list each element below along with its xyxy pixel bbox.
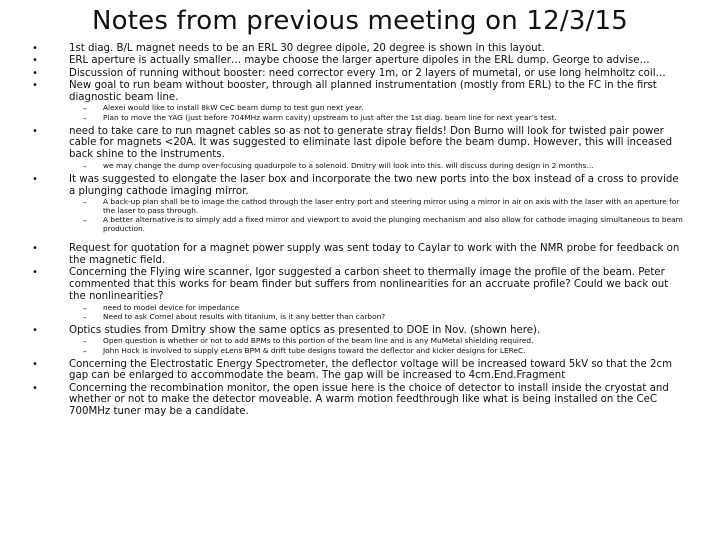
sub-note-text: need to model device for impedance bbox=[103, 302, 240, 312]
sub-list-item bbox=[0, 198, 720, 216]
dash-icon: – bbox=[83, 303, 87, 313]
dash-icon: – bbox=[83, 198, 87, 208]
note-text: Concerning the Flying wire scanner, Igor suggested a carbon sheet to thermally image the profile of the beam. Peter commented that this works for beam finder but suffers from nonlinearities for an accruate profile? Could we back out the nonlinearities? bbox=[69, 267, 669, 302]
dash-icon: – bbox=[83, 161, 87, 171]
dash-icon: – bbox=[83, 337, 87, 347]
bullet-icon: • bbox=[32, 324, 38, 336]
bullet-icon: • bbox=[32, 243, 38, 255]
note-text: Concerning the recombination monitor, the open issue here is the choice of detector to install inside the cryostat and whether or not to make the detector moveable. A warm motion feedthrough like what is being installed on the CeC 700MHz tuner may be a candidate. bbox=[69, 382, 669, 418]
sub-note-text: Plan to move the YAG (just before 704MHz warm cavity) upstream to just after the 1st diag. beam line for next year’s test. bbox=[103, 112, 557, 122]
sub-note-text: Need to ask Cornel about results with titanium, is it any better than carbon? bbox=[103, 311, 386, 321]
sub-list bbox=[0, 104, 720, 122]
list-item bbox=[0, 325, 720, 337]
dash-icon: – bbox=[83, 312, 87, 322]
dash-icon: – bbox=[83, 346, 87, 356]
dash-icon: – bbox=[83, 113, 87, 123]
bullet-icon: • bbox=[32, 173, 38, 185]
note-text: ERL aperture is actually smaller… maybe choose the larger aperture dipoles in the ERL dump. George to advise… bbox=[69, 55, 650, 67]
list-item bbox=[0, 80, 720, 104]
bullet-icon: • bbox=[32, 267, 38, 279]
sub-list bbox=[0, 162, 720, 171]
note-text: Discussion of running without booster: need corrector every 1m, or 2 layers of mumetal, or use long helmholtz coil… bbox=[69, 67, 666, 79]
note-text: Concerning the Electrostatic Energy Spectrometer, the deflector voltage will be increased toward 5kV so that the 2cm gap can be enlarged to accommodate the beam. The gap will be increased to 4cm.End.Fragment bbox=[69, 358, 673, 382]
sub-note-text: A back-up plan shall be to image the cathod through the laser entry port and steering mirror using a mirror in air on axis with the laser with an aperture for the laser to pass through. bbox=[103, 197, 680, 216]
sub-note-text: we may change the dump over-focusing quadurpole to a solenoid. Dmitry will look into this. will discuss during design in 2 months… bbox=[103, 160, 594, 170]
sub-list-item bbox=[0, 114, 720, 123]
list-item bbox=[0, 359, 720, 383]
bullet-icon: • bbox=[32, 358, 38, 370]
sub-list-item bbox=[0, 313, 720, 322]
sub-list bbox=[0, 198, 720, 234]
sub-note-text: A better alternative is to simply add a fixed mirror and viewport to avoid the plunging mechanism and also allow for cathode imaging simultaneous to beam production. bbox=[103, 215, 683, 234]
sub-note-text: Alexei would like to install 8kW CeC beam dump to test gun next year. bbox=[103, 103, 364, 113]
note-text: It was suggested to elongate the laser box and incorporate the two new ports into the box instead of a cross to provide a plunging cathode imaging mirror. bbox=[69, 173, 679, 197]
list-item bbox=[0, 267, 720, 302]
note-text: need to take care to run magnet cables so as not to generate stray fields! Don Burno will look for twisted pair power cable for magnets <20A. It was suggested to eliminate last dipole before the beam dump. However, this will inceased back shine to the instruments. bbox=[69, 125, 673, 161]
notes-list bbox=[0, 43, 720, 419]
note-text: Request for quotation for a magnet power supply was sent today to Caylar to work with the NMR probe for feedback on the magnetic field. bbox=[69, 243, 680, 266]
note-text: 1st diag. B/L magnet needs to be an ERL 30 degree dipole, 20 degree is shown in this layout. bbox=[69, 43, 545, 54]
sub-list-item bbox=[0, 337, 720, 346]
bullet-icon: • bbox=[32, 55, 38, 67]
bullet-icon: • bbox=[32, 125, 38, 137]
sub-list-item bbox=[0, 104, 720, 113]
list-item bbox=[0, 55, 720, 67]
bullet-icon: • bbox=[32, 79, 38, 91]
sub-list-item bbox=[0, 216, 720, 234]
bullet-icon: • bbox=[32, 67, 38, 79]
sub-list-item bbox=[0, 347, 720, 356]
dash-icon: – bbox=[83, 216, 87, 226]
bullet-icon: • bbox=[32, 43, 38, 54]
list-item bbox=[0, 68, 720, 80]
note-text: Optics studies from Dmitry show the same optics as presented to DOE in Nov. (shown here). bbox=[69, 324, 541, 336]
list-item bbox=[0, 126, 720, 161]
sub-list bbox=[0, 337, 720, 355]
list-item bbox=[0, 43, 720, 55]
sub-list-item bbox=[0, 162, 720, 171]
sub-list-item bbox=[0, 304, 720, 313]
sub-note-text: Open question is whether or not to add BPMs to this portion of the beam line and is any MuMetal shielding required. bbox=[103, 336, 534, 346]
list-item bbox=[0, 243, 720, 267]
list-item bbox=[0, 383, 720, 418]
list-item bbox=[0, 174, 720, 198]
note-text: New goal to run beam without booster, through all planned instrumentation (mostly from ERL) to the FC in the first diagnostic beam line. bbox=[69, 79, 657, 103]
sub-note-text: John Hock is involved to supply eLens BPM & drift tube designs toward the deflector and kicker designs for LEReC. bbox=[103, 345, 526, 355]
bullet-icon: • bbox=[32, 382, 38, 394]
sub-list bbox=[0, 304, 720, 322]
slide-title: Notes from previous meeting on 12/3/15 bbox=[91, 6, 629, 36]
dash-icon: – bbox=[83, 104, 87, 114]
